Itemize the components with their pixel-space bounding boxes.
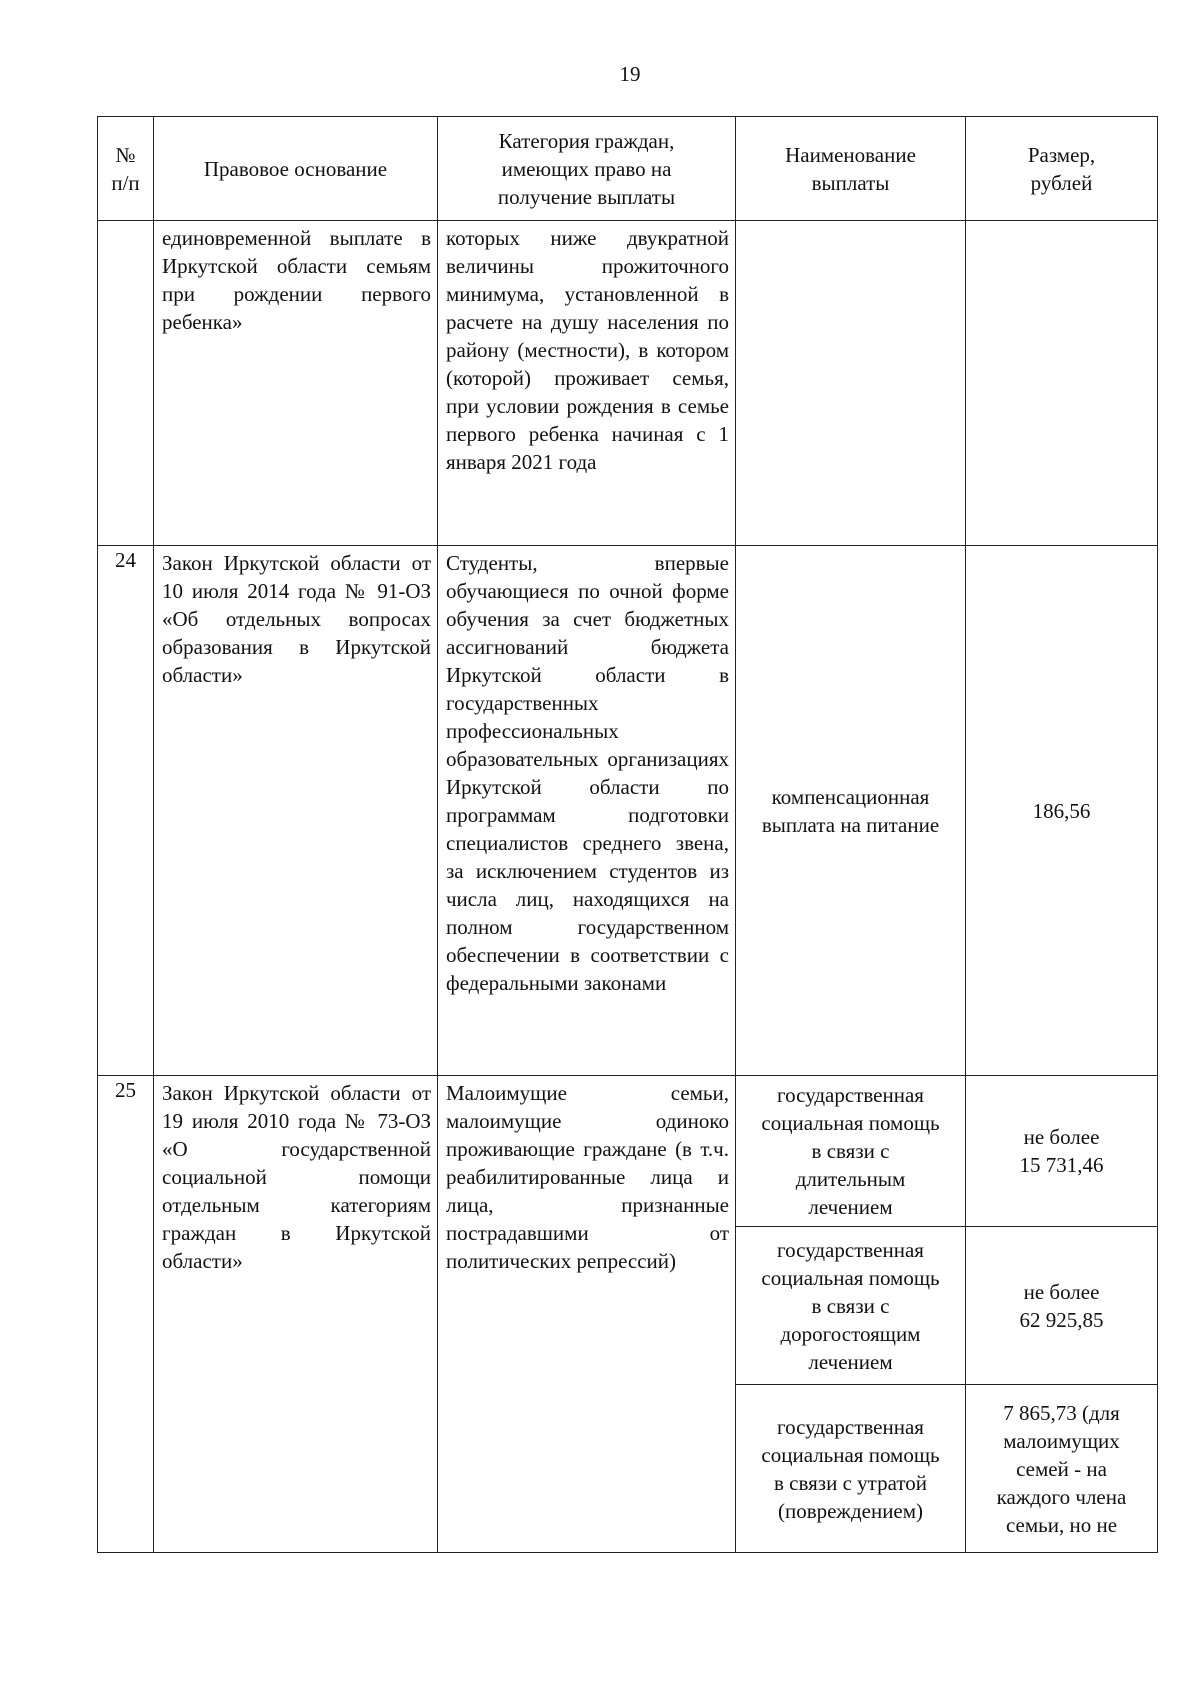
cell-category: [438, 1076, 736, 1553]
payment-name-text: компенсационная выплата на питание: [761, 784, 940, 837]
payment-name-text: государственная социальная помощь в связи с длительным лечением: [761, 1083, 940, 1219]
cell-payment-empty: [736, 221, 966, 546]
header-amount: Размер, рублей: [966, 117, 1158, 221]
row-number: 25: [98, 1076, 154, 1553]
cell-basis: [154, 546, 438, 1076]
row-number: 24: [98, 546, 154, 1076]
table-row-25: [98, 1076, 1158, 1227]
cell-amount: [966, 1227, 1158, 1385]
amount-text: не более 62 925,85: [1019, 1279, 1104, 1332]
header-category: Категория граждан, имеющих право на получение выплаты: [438, 117, 736, 221]
category-text: Студенты, впервые обучающиеся по очной форме обучения за счет бюджетных ассигнований бюджета Иркутской области в государственных профессиональных образовательных организациях Иркутской области по программам подготовки специалистов среднего звена, за исключением студентов из числа лиц, находящихся на полном государственном обеспечении в соответствии с федеральными законами: [446, 551, 729, 995]
category-text: которых ниже двукратной величины прожиточного минимума, установленной в расчете на душу населения по району (местности), в котором (которой) проживает семья, при условии рождения в семье первого ребенка начиная с 1 января 2021 года: [446, 226, 729, 474]
header-basis: Правовое основание: [154, 117, 438, 221]
payment-name-text: государственная социальная помощь в связи с утратой (повреждением): [761, 1414, 940, 1523]
cell-payment-name: [736, 546, 966, 1076]
cell-amount: [966, 1076, 1158, 1227]
payment-name-text: государственная социальная помощь в связи с дорогостоящим лечением: [761, 1237, 940, 1374]
table-header-row: [98, 117, 1158, 221]
basis-text: Закон Иркутской области от 19 июля 2010 года № 73-ОЗ «О государственной социальной помощи отдельным категориям граждан в Иркутской области»: [162, 1081, 431, 1273]
cell-basis: [154, 1076, 438, 1553]
amount-text: не более 15 731,46: [1019, 1125, 1104, 1177]
basis-text: единовременной выплате в Иркутской области семьям при рождении первого ребенка»: [162, 226, 431, 334]
cell-amount-empty: [966, 221, 1158, 546]
table-row-24: [98, 546, 1158, 1076]
cell-category: [438, 221, 736, 546]
amount-text: 186,56: [1032, 798, 1091, 823]
table-row-continued: [98, 221, 1158, 546]
cell-payment-name: [736, 1385, 966, 1553]
cell-num-empty: [98, 221, 154, 546]
page-number: 19: [619, 62, 641, 86]
amount-text: 7 865,73 (для малоимущих семей - на каждого члена семьи, но не: [996, 1400, 1127, 1537]
cell-payment-name: [736, 1076, 966, 1227]
header-payment-name: Наименование выплаты: [736, 117, 966, 221]
basis-text: Закон Иркутской области от 10 июля 2014 года № 91-ОЗ «Об отдельных вопросах образования в Иркутской области»: [162, 551, 431, 687]
category-text: Малоимущие семьи, малоимущие одиноко проживающие граждане (в т.ч. реабилитированные лица и лица, признанные пострадавшими от политических репрессий): [446, 1081, 729, 1273]
cell-category: [438, 546, 736, 1076]
cell-payment-name: [736, 1227, 966, 1385]
cell-amount: [966, 1385, 1158, 1553]
cell-basis: [154, 221, 438, 546]
header-num: № п/п: [98, 117, 154, 221]
cell-amount: [966, 546, 1158, 1076]
payments-table: [97, 116, 1158, 1553]
